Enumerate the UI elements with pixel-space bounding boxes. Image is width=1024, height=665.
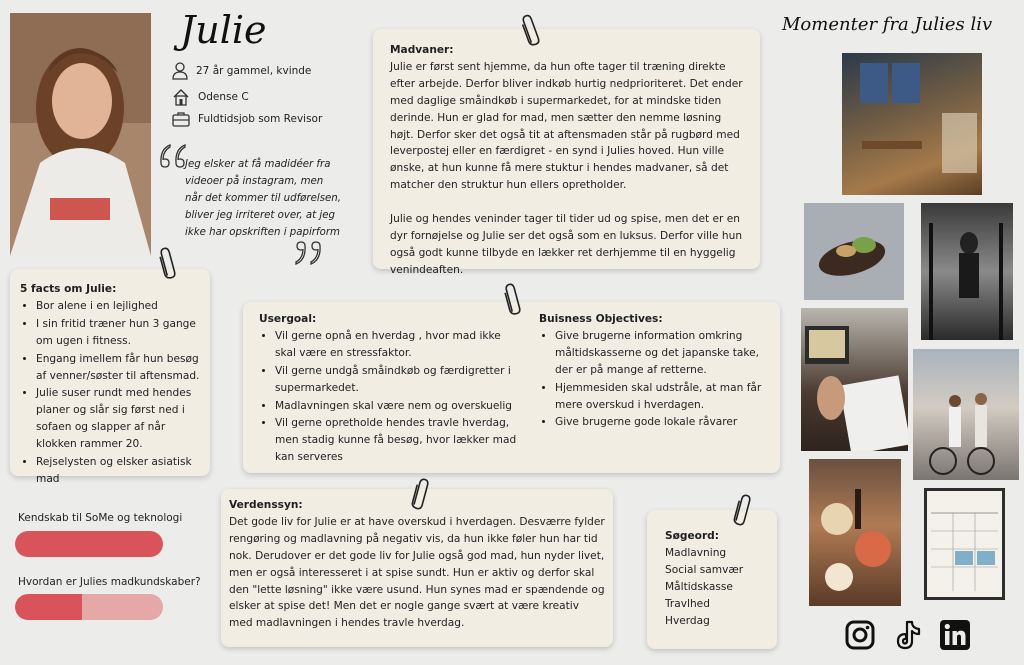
moments-title: Momenter fra Julies liv [782, 14, 993, 35]
list-item: • Rejselysten og elsker asiatisk mad [36, 454, 200, 488]
gym-photo [921, 203, 1013, 340]
skill-label-cooking: Hvordan er Julies madkundskaber? [18, 576, 201, 588]
keyword: Måltidskasse [665, 580, 733, 593]
skill-bar-cooking [15, 594, 163, 620]
skill-label-some: Kendskab til SoMe og teknologi [18, 512, 183, 524]
kitchen-photo [842, 53, 982, 195]
age-gender-text: 27 år gammel, kvinde [196, 65, 312, 77]
paperclip-icon [157, 245, 179, 281]
madvaner-paragraph-2: Julie og hendes veninder tager til tider ud og spise, men det er en dyr fornøjelse og Julie ser det også som en luksus. Derfor ville hun også godt kunne tilbyde en lækker ret derhjemme til en hyggelig venindeaften. [390, 213, 743, 276]
briefcase-icon [172, 111, 190, 127]
skill-bar-fill [15, 594, 82, 620]
usergoal-section [259, 311, 521, 467]
job-text: Fuldtidsjob som Revisor [198, 113, 323, 125]
usergoal-title: Usergoal: [259, 313, 317, 325]
quote-close-icon [292, 240, 324, 266]
paperclip-icon [520, 12, 542, 48]
persona-quote: Jeg elsker at få madidéer fra videoer på instagram, men når det kommer til udførelsen, bliver jeg irriteret over, at jeg ikke har opskriften i papirform [185, 159, 341, 238]
madvaner-card [373, 29, 760, 276]
instagram-icon[interactable] [845, 620, 875, 650]
profile-photo [10, 13, 151, 256]
list-item: • Vil gerne undgå småindkøb og færdigretter i supermarkedet. [275, 363, 521, 397]
goals-card [243, 302, 780, 473]
bike-photo [913, 349, 1019, 480]
list-item: • Madlavningen skal være nem og overskuelig [275, 398, 521, 415]
facts-title: 5 facts om Julie: [20, 283, 117, 295]
linkedin-icon[interactable] [940, 620, 970, 650]
tiktok-icon[interactable] [893, 619, 923, 651]
verdenssyn-title: Verdenssyn: [229, 499, 303, 511]
weekly-planner-photo [924, 488, 1005, 600]
verdenssyn-card [221, 489, 613, 647]
list-item: • Engang imellem får hun besøg af venner/søster til aftensmad. [36, 351, 200, 385]
list-item: • I sin fritid træner hun 3 gange om ugen i fitness. [36, 316, 200, 350]
age-row [172, 62, 311, 80]
food-toast-photo [804, 203, 904, 300]
madvaner-paragraph-1: Julie er først sent hjemme, da hun ofte tager til træning direkte efter arbejde. Derfor bliver indkøb hurtig nedprioriteret. Det ender med daglige småindkøb i supermarkedet, for at mindske tiden derinde. Hun er glad for mad, men sætter den nemme løsning højt. Derfor sker det også tit at aftensmaden står på rugbørd med leverpostej eller en færdigret - en synd i Julies hoved. Hun ville ønske, at hun kunne få mere stuktur i hendes madvaner, så det matcher den struktur hun ellers opretholder. [390, 60, 743, 192]
house-icon [172, 88, 190, 106]
list-item: • Give brugerne gode lokale råvarer [555, 414, 769, 431]
business-section [539, 311, 769, 432]
skill-bar-fill [15, 531, 163, 557]
soegeord-title: Søgeord: [665, 530, 719, 542]
list-item: • Hjemmesiden skal udstråle, at man får mere overskud i hverdagen. [555, 380, 769, 414]
paperclip-icon [502, 281, 524, 317]
madvaner-title: Madvaner: [390, 44, 454, 56]
location-row [172, 88, 249, 106]
dinner-photo [809, 459, 901, 606]
person-icon [172, 62, 188, 80]
list-item: • Bor alene i en lejlighed [36, 298, 200, 315]
workdesk-photo [801, 308, 908, 451]
keyword: Social samvær [665, 563, 744, 576]
paperclip-icon [410, 476, 432, 512]
list-item: • Julie suser rundt med hendes planer og slår sig først ned i sofaen og slapper af når klokken rammer 20. [36, 385, 200, 453]
facts-list [20, 298, 200, 488]
job-row [172, 111, 322, 127]
keyword: Travlhed [665, 597, 710, 610]
persona-name: Julie [180, 8, 267, 52]
soegeord-card [647, 510, 777, 649]
location-text: Odense C [198, 91, 249, 103]
keyword: Hverdag [665, 614, 710, 627]
skill-bar-some [15, 531, 163, 557]
paperclip-icon [732, 492, 754, 528]
business-title: Buisness Objectives: [539, 313, 663, 325]
list-item: • Give brugerne information omkring måltidskasserne og det japanske take, der er på mange af retterne. [555, 328, 769, 379]
list-item: • Vil gerne opretholde hendes travle hverdag, men stadig kunne få besøg, hvor lækker mad kan serveres [275, 415, 521, 466]
keyword: Madlavning [665, 546, 727, 559]
list-item: • Vil gerne opnå en hverdag , hvor mad ikke skal være en stressfaktor. [275, 328, 521, 362]
verdenssyn-text: Det gode liv for Julie er at have overskud i hverdagen. Desværre fylder rengøring og madlavning på negativ vis, da hun ikke føler hun har tid nok. Derudover er det gode liv for Julie også god mad, hun nyder livet, men er også interesseret i at spise sundt. Hun er aktiv og derfor skal den "lette løsning" ikke være usund. Hun synes mad er spændende og elsker at spise det! Men det er nogle gange svært at være kreativ med madlavningen i hendes travle hverdag. [229, 515, 605, 630]
facts-card [10, 269, 210, 485]
